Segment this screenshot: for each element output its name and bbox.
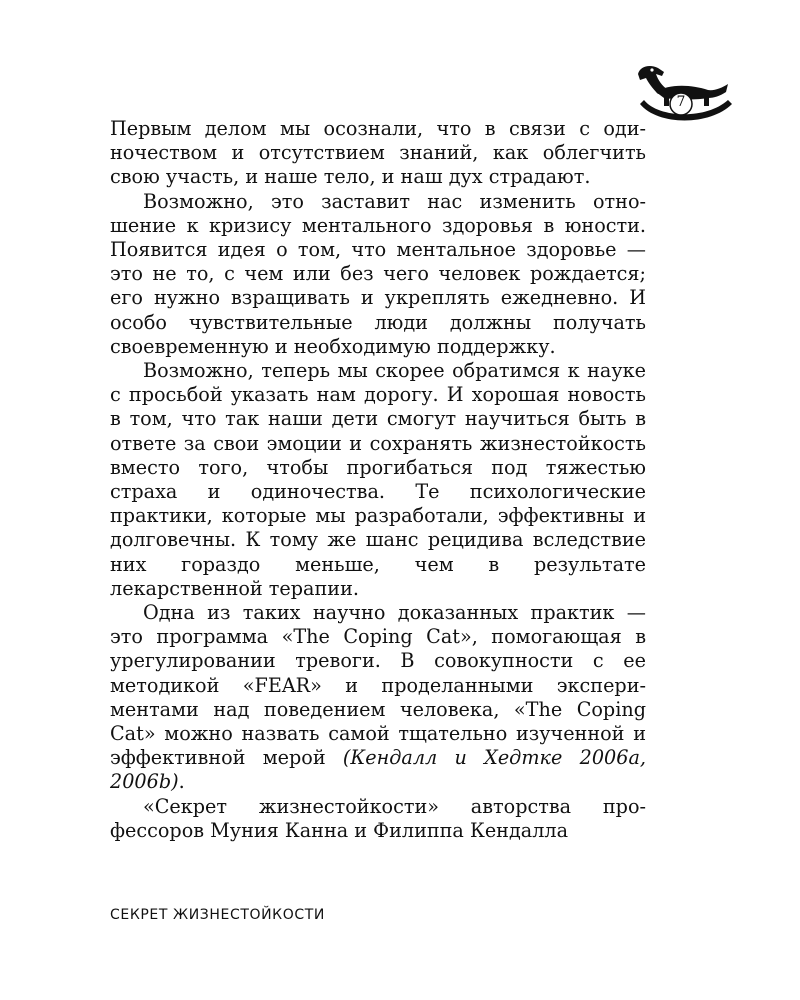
paragraph-3: Возможно, теперь мы скорее обратимся к науке с просьбой указать нам дорогу. И хорошая новость в том, что так наши дети смогут научиться быть в ответе за свои эмоции и сохранять жизнестойкость вместо того, чтобы прогибаться под тяжестью страха и одиночества. Те психологические практики, которые мы разработали, эффективны и долговечны. К тому же шанс рецидива вследствие них гораздо меньше, чем в результате лекарственной терапии. [110, 359, 646, 600]
citation: (Кендалл и Хедтке 2006a, 2006b) [110, 746, 646, 794]
paragraph-2: Возможно, это заставит нас изменить отношение к кризису ментального здоровья в юности. Появится идея о том, что ментальное здоровье — это не то, с чем или без чего человек рождается; его нужно взращивать и укреплять ежедневно. И особо чувствительные люди должны получать своевременную и необходимую поддержку. [110, 189, 646, 358]
page-number: 7 [676, 94, 686, 110]
rocking-horse-icon [628, 60, 738, 124]
paragraph-4-end: . [178, 770, 185, 794]
running-footer: СЕКРЕТ ЖИЗНЕСТОЙКОСТИ [110, 907, 325, 923]
paragraph-4 [110, 601, 646, 795]
paragraph-1: Первым делом мы осознали, что в связи с одиночеством и отсутствием знаний, как облегчить свою участь, и наше тело, и наш дух страдают. [110, 117, 646, 189]
paragraph-4-text: Одна из таких научно доказанных практик — это программа «The Coping Cat», помогающая в урегулировании тревоги. В совокупности с ее методикой «FEAR» и проделанными экспериментами над поведением человека, «The Coping Cat» можно назвать самой тщательно изученной и эффективной мерой [110, 601, 646, 770]
body-text [110, 117, 646, 843]
paragraph-5: «Секрет жизнестойкости» авторства профессоров Муния Канна и Филиппа Кендалла [110, 794, 646, 842]
